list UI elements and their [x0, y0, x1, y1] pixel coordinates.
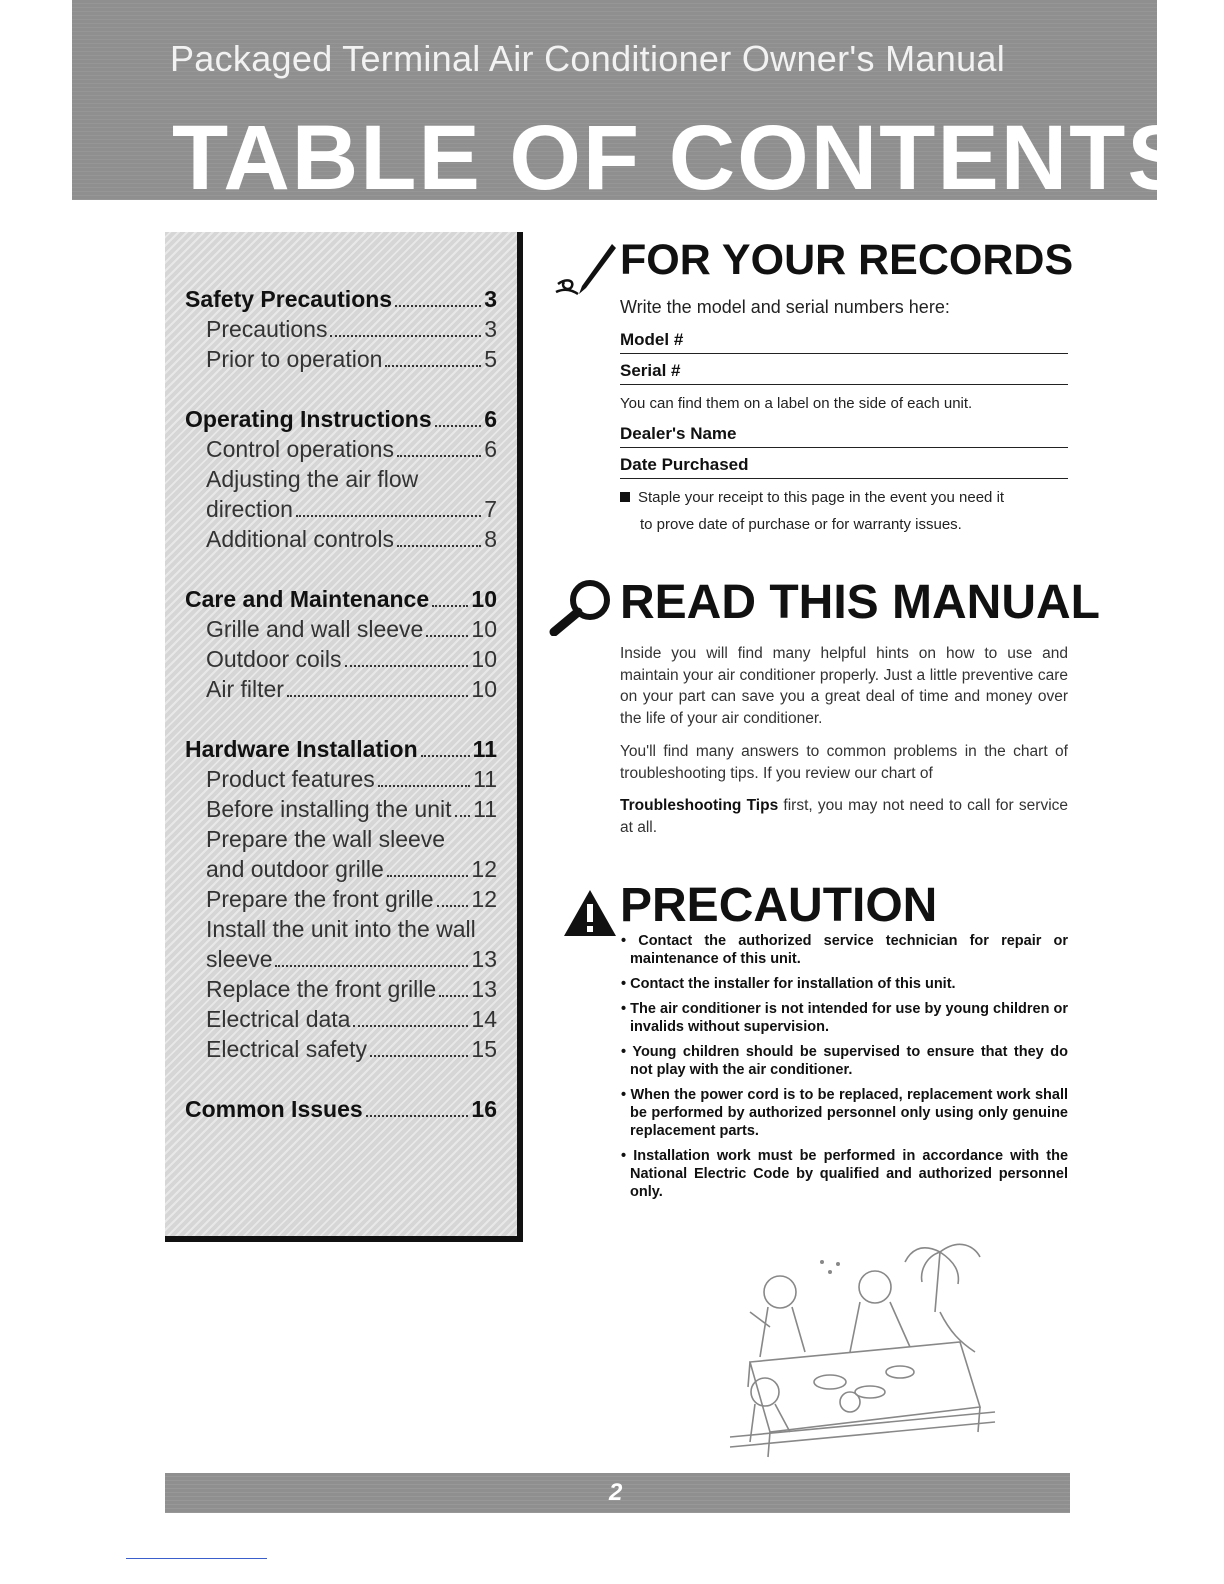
receipt-note — [620, 484, 1068, 538]
toc-section-heading[interactable] — [165, 584, 517, 614]
toc-item[interactable] — [165, 974, 517, 1004]
toc-page-number: 11 — [473, 796, 497, 822]
precaution-heading: PRECAUTION — [620, 879, 938, 932]
toc-item[interactable] — [165, 824, 517, 854]
toc-item[interactable] — [165, 614, 517, 644]
toc-leader-dots — [378, 785, 470, 787]
toc-section — [165, 1094, 517, 1124]
toc-item-label: Outdoor coils — [206, 646, 342, 672]
toc-section-heading[interactable] — [165, 1094, 517, 1124]
model-field: Model # — [620, 330, 1068, 354]
toc-section-heading[interactable] — [165, 734, 517, 764]
toc-item-label-cont: sleeve — [206, 946, 273, 972]
footer-bar — [165, 1473, 1070, 1513]
toc-item[interactable] — [165, 794, 517, 824]
toc-page-number: 3 — [484, 286, 497, 312]
receipt-note-line1: Staple your receipt to this page in the event you need it — [638, 489, 1005, 506]
toc-page-number: 10 — [471, 616, 497, 642]
toc-page-number: 10 — [471, 586, 497, 612]
toc-item-continuation[interactable] — [165, 494, 517, 524]
toc-item-label: Product features — [206, 766, 375, 792]
toc-page-number: 12 — [471, 856, 497, 882]
toc-leader-dots — [426, 635, 468, 637]
toc-leader-dots — [432, 605, 468, 607]
toc-leader-dots — [397, 455, 481, 457]
receipt-note-line2: to prove date of purchase or for warranty issues. — [640, 516, 962, 533]
precaution-item-text: Young children should be supervised to ensure that they do not play with the air conditioner. — [630, 1044, 1069, 1078]
picnic-illustration — [710, 1232, 1000, 1464]
toc-page-number: 15 — [471, 1036, 497, 1062]
toc-leader-dots — [296, 515, 481, 517]
toc-item-label-cont: direction — [206, 496, 293, 522]
toc-item[interactable] — [165, 884, 517, 914]
toc-leader-dots — [275, 965, 468, 967]
toc-leader-dots — [353, 1025, 468, 1027]
toc-heading-label: Operating Instructions — [185, 406, 432, 432]
toc-item[interactable] — [165, 524, 517, 554]
read-manual-paragraph-2: You'll find many answers to common problems in the chart of troubleshooting tips. If you review our chart of — [620, 743, 1068, 782]
toc-item-label: Air filter — [206, 676, 284, 702]
precaution-item: • Young children should be supervised to ensure that they do not play with the air conditioner. — [621, 1044, 1069, 1078]
label-location-note: You can find them on a label on the side of each unit. — [620, 395, 973, 412]
toc-page-number: 16 — [471, 1096, 497, 1122]
toc-page-number: 5 — [484, 346, 497, 372]
toc-item[interactable] — [165, 914, 517, 944]
toc-page-number: 11 — [472, 736, 497, 762]
toc-item-label: Grille and wall sleeve — [206, 616, 424, 642]
toc-item[interactable] — [165, 314, 517, 344]
toc-section-heading[interactable] — [165, 284, 517, 314]
troubleshooting-tips-ref: Troubleshooting Tips — [620, 797, 779, 814]
manual-subtitle: Packaged Terminal Air Conditioner Owner's Manual — [170, 38, 1006, 79]
toc-item[interactable] — [165, 464, 517, 494]
toc-leader-dots — [421, 755, 470, 757]
dealer-name-field: Dealer's Name — [620, 424, 1068, 448]
precaution-item: • Contact the installer for installation of this unit. — [621, 976, 956, 992]
toc-section — [165, 584, 517, 704]
toc-item-label: Before installing the unit — [206, 796, 452, 822]
toc-heading-label: Common Issues — [185, 1096, 363, 1122]
toc-item-continuation[interactable] — [165, 944, 517, 974]
warning-icon — [562, 888, 618, 938]
toc-item-label: Electrical safety — [206, 1036, 368, 1062]
serial-field: Serial # — [620, 361, 1068, 385]
toc-item[interactable] — [165, 1034, 517, 1064]
page-number: 2 — [609, 1479, 623, 1506]
toc-page-number: 8 — [484, 526, 497, 552]
records-intro: Write the model and serial numbers here: — [620, 297, 950, 317]
precaution-item-text: Contact the authorized service technician for repair or maintenance of this unit. — [630, 933, 1068, 967]
toc-item-label: Prior to operation — [206, 346, 383, 372]
toc-section — [165, 404, 517, 554]
toc-item-label: Install the unit into the wall — [206, 916, 476, 942]
toc-page-number: 3 — [484, 316, 497, 342]
toc-item-label: Prepare the wall sleeve — [206, 826, 446, 852]
underline-rule — [126, 1558, 267, 1559]
toc-page-number: 6 — [484, 406, 497, 432]
toc-leader-dots — [395, 305, 481, 307]
precaution-item-text: The air conditioner is not intended for use by young children or invalids without supervision. — [630, 1001, 1069, 1035]
precaution-item: • When the power cord is to be replaced, replacement work shall be performed by authorized personnel only using only genuine replacement parts. — [621, 1087, 1068, 1139]
toc-page-number: 7 — [484, 496, 497, 522]
toc-leader-dots — [287, 695, 468, 697]
read-manual-paragraph-1: Inside you will find many helpful hints on how to use and maintain your air conditioner properly. Just a little preventive care on your part can save you a great deal of time and money over the life of your air conditioner. — [620, 645, 1068, 727]
header-banner — [72, 0, 1191, 209]
bullet-square-icon — [620, 492, 630, 502]
precaution-item-text: Installation work must be performed in accordance with the National Electric Code by qualified and authorized personnel only. — [630, 1148, 1069, 1200]
toc-item-label: Prepare the front grille — [206, 886, 434, 912]
toc-item-label: Control operations — [206, 436, 394, 462]
page-title: TABLE OF CONTENTS — [172, 107, 1191, 209]
toc-heading-label: Hardware Installation — [185, 736, 418, 762]
toc-item[interactable] — [165, 434, 517, 464]
toc-item[interactable] — [165, 644, 517, 674]
toc-item[interactable] — [165, 674, 517, 704]
pen-icon — [552, 240, 618, 302]
toc-page-number: 10 — [471, 676, 497, 702]
toc-leader-dots — [397, 545, 481, 547]
precaution-list — [618, 932, 1068, 1208]
toc-leader-dots — [345, 665, 469, 667]
toc-item-label: Replace the front grille — [206, 976, 437, 1002]
toc-leader-dots — [330, 335, 481, 337]
precaution-item-text: When the power cord is to be replaced, replacement work shall be performed by authorized personnel only using only genuine replacement parts. — [630, 1087, 1068, 1139]
toc-item-label: Precautions — [206, 316, 328, 342]
toc-leader-dots — [437, 905, 469, 907]
toc-leader-dots — [366, 1115, 469, 1117]
precaution-item-text: Contact the installer for installation of this unit. — [630, 976, 956, 992]
toc-leader-dots — [370, 1055, 468, 1057]
toc-item-label-cont: and outdoor grille — [206, 856, 384, 882]
read-manual-paragraph-3 — [620, 795, 1068, 838]
toc-leader-dots — [387, 875, 469, 877]
toc-heading-label: Care and Maintenance — [185, 586, 430, 612]
toc-section-heading[interactable] — [165, 404, 517, 434]
read-manual-heading: READ THIS MANUAL — [620, 576, 1100, 629]
toc-item[interactable] — [165, 1004, 517, 1034]
toc-item-label: Additional controls — [206, 526, 394, 552]
precaution-item: • Installation work must be performed in accordance with the National Electric Code by qualified and authorized personnel only. — [621, 1148, 1069, 1200]
toc-item-continuation[interactable] — [165, 854, 517, 884]
toc-leader-dots — [439, 995, 468, 997]
magnifier-icon — [540, 578, 620, 636]
toc-section — [165, 734, 517, 1064]
toc-heading-label: Safety Precautions — [185, 286, 393, 312]
toc-item[interactable] — [165, 764, 517, 794]
toc-item-label: Adjusting the air flow — [206, 466, 419, 492]
toc-item[interactable] — [165, 344, 517, 374]
toc-leader-dots — [435, 425, 482, 427]
toc-page-number: 10 — [471, 646, 497, 672]
toc-item-label: Electrical data — [206, 1006, 351, 1032]
toc-section — [165, 284, 517, 374]
toc-panel — [165, 232, 523, 1242]
date-purchased-field: Date Purchased — [620, 455, 1068, 479]
records-heading: FOR YOUR RECORDS — [620, 236, 1074, 284]
read-manual-paragraph-3-rest: first, you may not need to call for service at all. — [620, 797, 1069, 836]
toc-leader-dots — [385, 365, 481, 367]
toc-page-number: 11 — [473, 766, 497, 792]
toc-page-number: 12 — [471, 886, 497, 912]
toc-leader-dots — [455, 815, 471, 817]
toc-page-number: 6 — [484, 436, 497, 462]
precaution-item: • Contact the authorized service technician for repair or maintenance of this unit. — [621, 933, 1068, 967]
toc-page-number: 13 — [471, 946, 497, 972]
toc-page-number: 13 — [471, 976, 497, 1002]
precaution-item: • The air conditioner is not intended for use by young children or invalids without supervision. — [621, 1001, 1069, 1035]
toc-page-number: 14 — [471, 1006, 497, 1032]
